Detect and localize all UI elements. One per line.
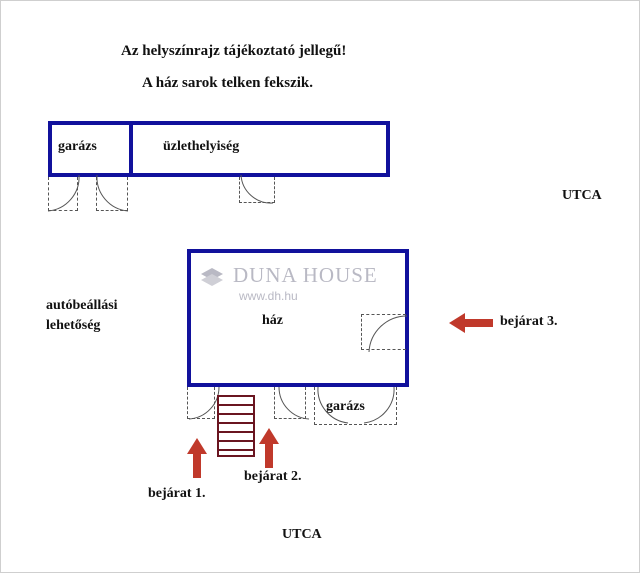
stairs <box>217 395 255 457</box>
stair-step <box>219 455 253 457</box>
stair-step <box>219 440 253 442</box>
room-label-garazs-bottom: garázs <box>326 399 365 414</box>
label-autobeallasi-line2: lehetőség <box>46 318 101 333</box>
stair-step <box>219 404 253 406</box>
arrow-bejarat1 <box>185 438 209 478</box>
stair-step <box>219 449 253 451</box>
title-line-1: Az helyszínrajz tájékoztató jellegű! <box>121 43 347 59</box>
stair-step <box>219 422 253 424</box>
stair-step <box>219 395 253 397</box>
label-bejarat2: bejárat 2. <box>244 469 302 484</box>
top-building-divider <box>129 121 133 177</box>
door-arc-garazs-bottom <box>306 383 406 429</box>
label-bejarat3: bejárat 3. <box>500 314 558 329</box>
title-line-2: A ház sarok telken fekszik. <box>142 75 313 91</box>
door-arc-bejarat3 <box>357 310 413 356</box>
watermark-main: DUNA HOUSE <box>233 263 378 287</box>
room-label-uzlethelyiseg: üzlethelyiség <box>163 139 240 154</box>
arrow-bejarat2 <box>257 428 281 468</box>
label-utca-bottom: UTCA <box>282 527 322 542</box>
stair-step <box>219 431 253 433</box>
door-arc-uzlet <box>233 173 293 213</box>
label-utca-right: UTCA <box>562 188 602 203</box>
room-label-garazs-top: garázs <box>58 139 97 154</box>
room-label-haz: ház <box>262 313 283 328</box>
arrow-bejarat3 <box>449 311 493 335</box>
door-arc-garazs-top <box>41 173 141 219</box>
stair-step <box>219 413 253 415</box>
label-autobeallasi-line1: autóbeállási <box>46 298 118 313</box>
door-arc-bejarat2 <box>269 383 315 425</box>
label-bejarat1: bejárat 1. <box>148 486 206 501</box>
watermark-sub: www.dh.hu <box>239 289 298 303</box>
